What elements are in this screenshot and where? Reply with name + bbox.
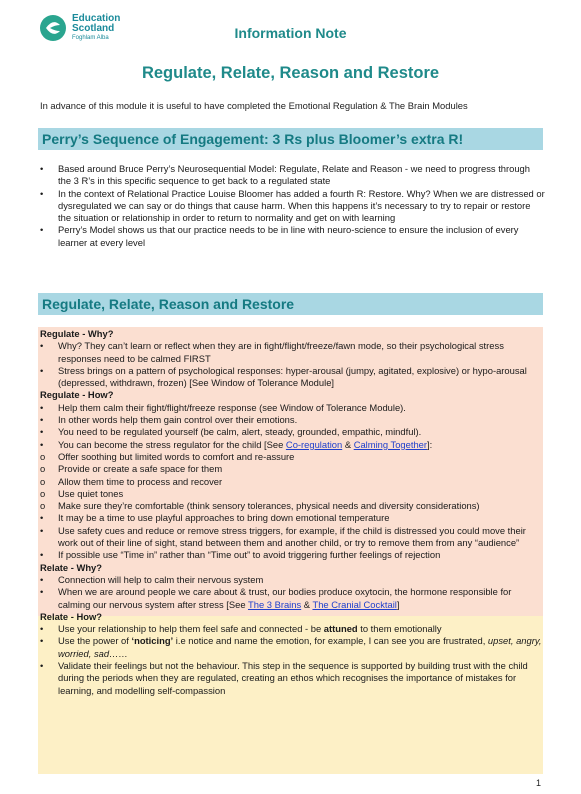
list-item: • Based around Bruce Perry’s Neurosequential Model: Regulate, Relate and Reason - we need to progress through the 3 R’s in this specific sequence to get back to a regulated state (40, 163, 530, 187)
list-item: • Use your relationship to help them feel safe and connected - be attuned to them emotionally (40, 623, 442, 635)
bullet-marker: • (40, 224, 44, 236)
sub-list-item: o Use quiet tones (40, 487, 124, 499)
bullet-marker: • (40, 187, 44, 199)
calming-together-link[interactable]: Calming Together (353, 438, 427, 450)
co-regulation-link[interactable]: Co-regulation (285, 438, 343, 450)
list-item: • If possible use “Time in” rather than “Time out” to avoid triggering further feelings of rejection (40, 549, 441, 561)
list-item: • In the context of Relational Practice Louise Bloomer has added a fourth R: Restore. Why? When we are distressed or dysregulated we can say or do things that cause harm. When this happens it’s necessary to try to repair or restore the situation or relationship in order to return to normality and get on with learning (40, 187, 545, 224)
list-item: • When we are around people we care about & trust, our bodies produce oxytocin, the hormone responsible for calming our nervous system after stress [See The 3 Brains & The Cranial Cocktail] (40, 586, 512, 610)
sub-list-item: o Provide or create a safe space for them (40, 463, 223, 475)
logo-text-line2: Scotland (72, 23, 115, 34)
list-item: • You need to be regulated yourself (be calm, alert, steady, grounded, empathic, mindful). (40, 426, 422, 438)
regulate-why-heading: Regulate - Why? (40, 328, 114, 339)
sub-list-item: o Make sure they’re comfortable (think sensory tolerances, physical needs and diversity considerations) (40, 500, 480, 512)
list-item: • Stress brings on a pattern of psychological responses: hyper-arousal (jumpy, agitated, explosive) or hypo-arousal (depressed, withdrawn, frozen) [See Window of Tolerance Module] (40, 364, 527, 389)
information-note-label: Information Note (234, 25, 347, 41)
cranial-cocktail-link[interactable]: The Cranial Cocktail (312, 598, 397, 610)
list-item: • You can become the stress regulator for the child [See Co-regulation & Calming Together]: (40, 438, 433, 450)
list-item: • It may be a time to use playful approaches to bring down emotional temperature (40, 512, 390, 524)
regulate-how-heading: Regulate - How? (40, 389, 114, 401)
section-heading-band (38, 128, 543, 150)
logo-text-line3: Foghlam Alba (72, 35, 109, 41)
list-item: • Use safety cues and reduce or remove stress triggers, for example, if the child is distressed you could move their work out of their line of sight, stand between them and another child, or try to remove them from any “audience” (40, 524, 526, 549)
list-item: • Use the power of ‘noticing’ i.e notice and name the emotion, for example, I can see you are frustrated, upset, angry, worried, sad…… (40, 635, 542, 659)
three-brains-link[interactable]: The 3 Brains (248, 598, 302, 610)
list-item: • Help them calm their fight/flight/freeze response (see Window of Tolerance Module). (40, 401, 406, 413)
intro-text: In advance of this module it is useful to have completed the Emotional Regulation & The Brain Modules (40, 100, 468, 111)
list-item: • Why? They can’t learn or reflect when they are in fight/flight/freeze/fawn mode, so their psychological stress responses need to be calmed FIRST (40, 340, 504, 364)
relate-why-heading: Relate - Why? (40, 561, 102, 573)
page-number: 1 (536, 778, 542, 788)
perry-bullet-list (40, 163, 545, 249)
list-item: • Perry’s Model shows us that our practice needs to be in line with neuro-science to ensure the inclusion of every learner at every level (40, 224, 519, 248)
bullet-marker: • (40, 163, 44, 174)
section-heading-perry: Perry’s Sequence of Engagement: 3 Rs plus Bloomer’s extra R! (42, 131, 464, 147)
relate-how-heading: Relate - How? (40, 610, 102, 622)
section-heading-band (38, 293, 543, 315)
rrrr-content (40, 328, 543, 697)
section-heading-rrrr: Regulate, Relate, Reason and Restore (42, 296, 295, 312)
list-item: • Validate their feelings but not the behaviour. This step in the sequence is supported by building trust with the child during the periods when they are regulated, creating an ethos which recognises the importance of mistakes for learning, and modelling self-compassion (40, 660, 528, 696)
logo-text-line1: Education (72, 13, 121, 24)
sub-list-item: o Allow them time to process and recover (40, 475, 223, 487)
list-item: • Connection will help to calm their nervous system (40, 573, 264, 585)
sub-list-item: o Offer soothing but limited words to comfort and re-assure (40, 450, 295, 462)
list-item: • In other words help them gain control over their emotions. (40, 414, 298, 426)
document-title: Regulate, Relate, Reason and Restore (141, 64, 440, 82)
